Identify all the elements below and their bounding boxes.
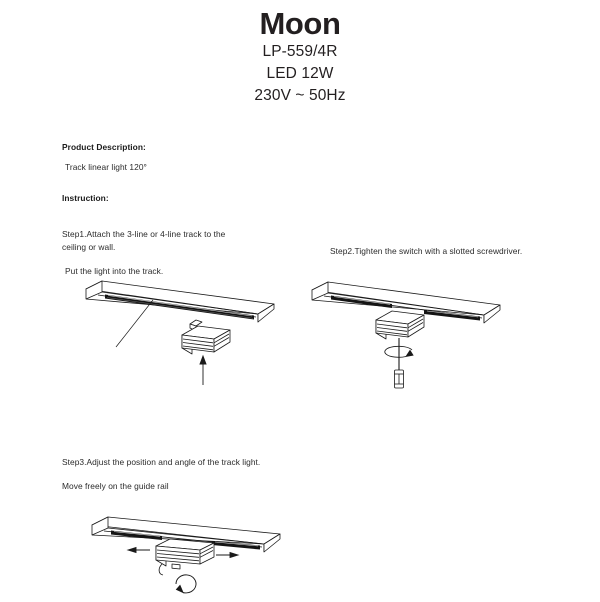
product-header bbox=[0, 0, 600, 107]
step3-line2: Move freely on the guide rail bbox=[62, 480, 169, 491]
step1-line2: ceiling or wall. bbox=[62, 241, 116, 252]
product-description-label: Product Description: bbox=[62, 142, 146, 152]
figure-tighten-switch bbox=[300, 278, 535, 393]
step3-text bbox=[62, 456, 322, 493]
figure-adjust-position bbox=[84, 512, 299, 602]
instruction-label: Instruction: bbox=[62, 193, 109, 203]
page-title: Moon bbox=[259, 6, 341, 41]
figure-track-insert bbox=[78, 278, 293, 393]
product-description-text: Track linear light 120° bbox=[65, 162, 147, 172]
product-model: LP-559/4R bbox=[262, 42, 338, 60]
step2-text bbox=[330, 245, 540, 258]
step1-line1: Step1.Attach the 3-line or 4-line track to the bbox=[62, 229, 226, 239]
step1-line3: Put the light into the track. bbox=[65, 265, 164, 276]
product-voltage: 230V ~ 50Hz bbox=[254, 86, 346, 104]
step1-text bbox=[62, 228, 252, 277]
step2-line1: Step2.Tighten the switch with a slotted screwdriver. bbox=[330, 246, 523, 256]
step3-line1: Step3.Adjust the position and angle of the track light. bbox=[62, 457, 261, 467]
product-power: LED 12W bbox=[266, 64, 334, 82]
